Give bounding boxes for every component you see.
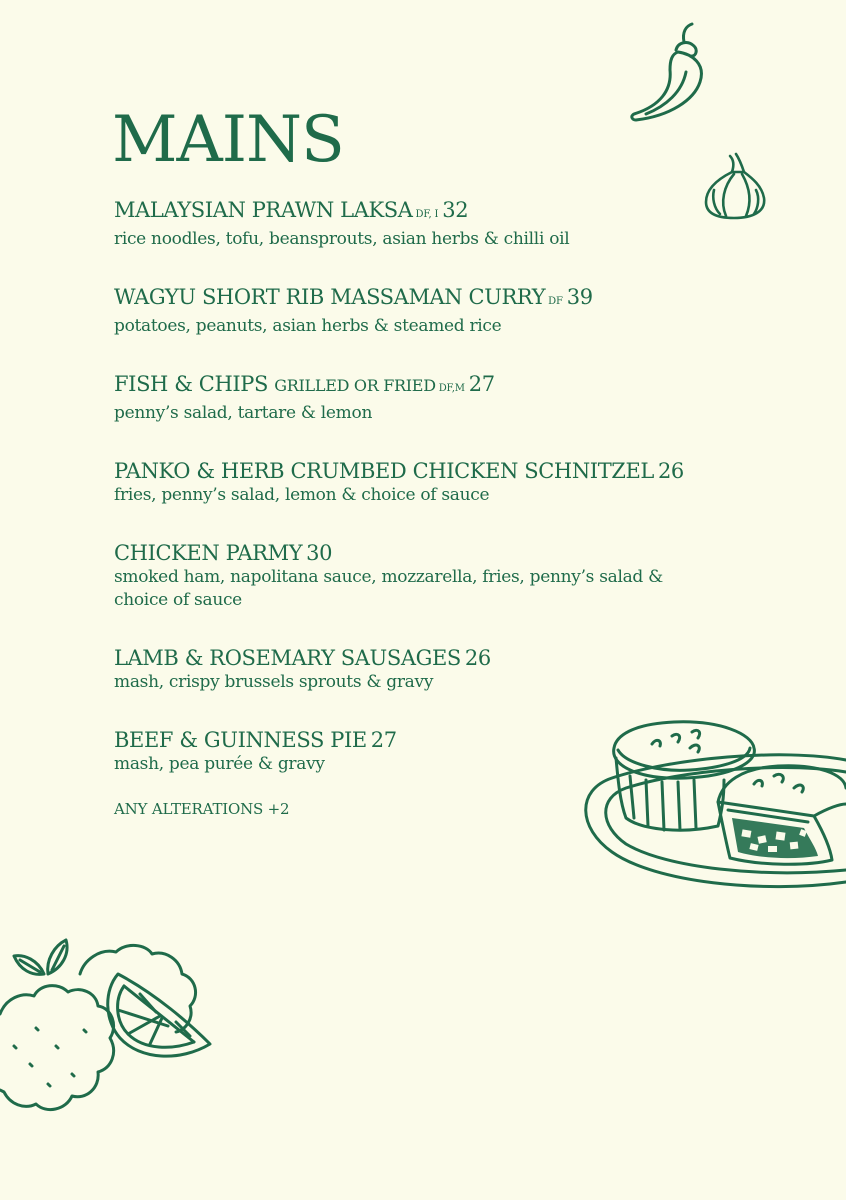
- menu-item-price: 26: [657, 459, 684, 483]
- menu-item: [114, 540, 774, 612]
- menu-item-name: LAMB & ROSEMARY SAUSAGES: [114, 646, 461, 670]
- pie-plate-icon: [582, 718, 846, 898]
- citrus-icon: [0, 934, 216, 1134]
- menu-item-price: 32: [442, 198, 469, 222]
- menu-item: [114, 371, 774, 425]
- menu-item-name: MALAYSIAN PRAWN LAKSA: [114, 198, 413, 222]
- menu-item-heading: [114, 645, 774, 671]
- menu-item: [114, 645, 774, 694]
- menu-item-name: CHICKEN PARMY: [114, 541, 303, 565]
- menu-item-name: FISH & CHIPS: [114, 372, 269, 396]
- menu-item-price: 30: [306, 541, 333, 565]
- menu-item-dietary-tags: DF, I: [415, 209, 439, 220]
- menu-item-name: BEEF & GUINNESS PIE: [114, 728, 367, 752]
- alterations-note: ANY ALTERATIONS +2: [114, 800, 290, 818]
- menu-item-heading: [114, 540, 774, 566]
- menu-item-price: 26: [464, 646, 491, 670]
- page-title: MAINS: [112, 103, 344, 177]
- menu-item-variant: GRILLED OR FRIED: [274, 376, 436, 395]
- menu-item-price: 27: [370, 728, 397, 752]
- menu-item-heading: [114, 284, 774, 315]
- menu-item-description: fries, penny’s salad, lemon & choice of sauce: [114, 485, 490, 505]
- menu-item-heading: [114, 458, 774, 484]
- garlic-icon: [700, 150, 770, 222]
- menu-item-description: penny’s salad, tartare & lemon: [114, 403, 373, 423]
- menu-item: [114, 284, 774, 338]
- menu-item-description: mash, crispy brussels sprouts & gravy: [114, 672, 434, 692]
- menu-item-dietary-tags: DF: [548, 296, 563, 307]
- menu-item: [114, 458, 774, 507]
- menu-item-heading: [114, 197, 774, 228]
- menu-item-name: WAGYU SHORT RIB MASSAMAN CURRY: [114, 285, 546, 309]
- menu-item-heading: [114, 371, 774, 402]
- chilli-icon: [626, 20, 710, 130]
- menu-item-description: rice noodles, tofu, beansprouts, asian herbs & chilli oil: [114, 229, 570, 249]
- menu-item: [114, 197, 774, 251]
- menu-item-price: 27: [468, 372, 495, 396]
- menu-item-dietary-tags: DF,M: [438, 383, 465, 394]
- menu-item-description: potatoes, peanuts, asian herbs & steamed rice: [114, 316, 502, 336]
- menu-item-price: 39: [566, 285, 593, 309]
- menu-item-name: PANKO & HERB CRUMBED CHICKEN SCHNITZEL: [114, 459, 654, 483]
- menu-item-description: mash, pea purée & gravy: [114, 754, 325, 774]
- menu-item-description: smoked ham, napolitana sauce, mozzarella, fries, penny’s salad & choice of sauce: [114, 567, 663, 610]
